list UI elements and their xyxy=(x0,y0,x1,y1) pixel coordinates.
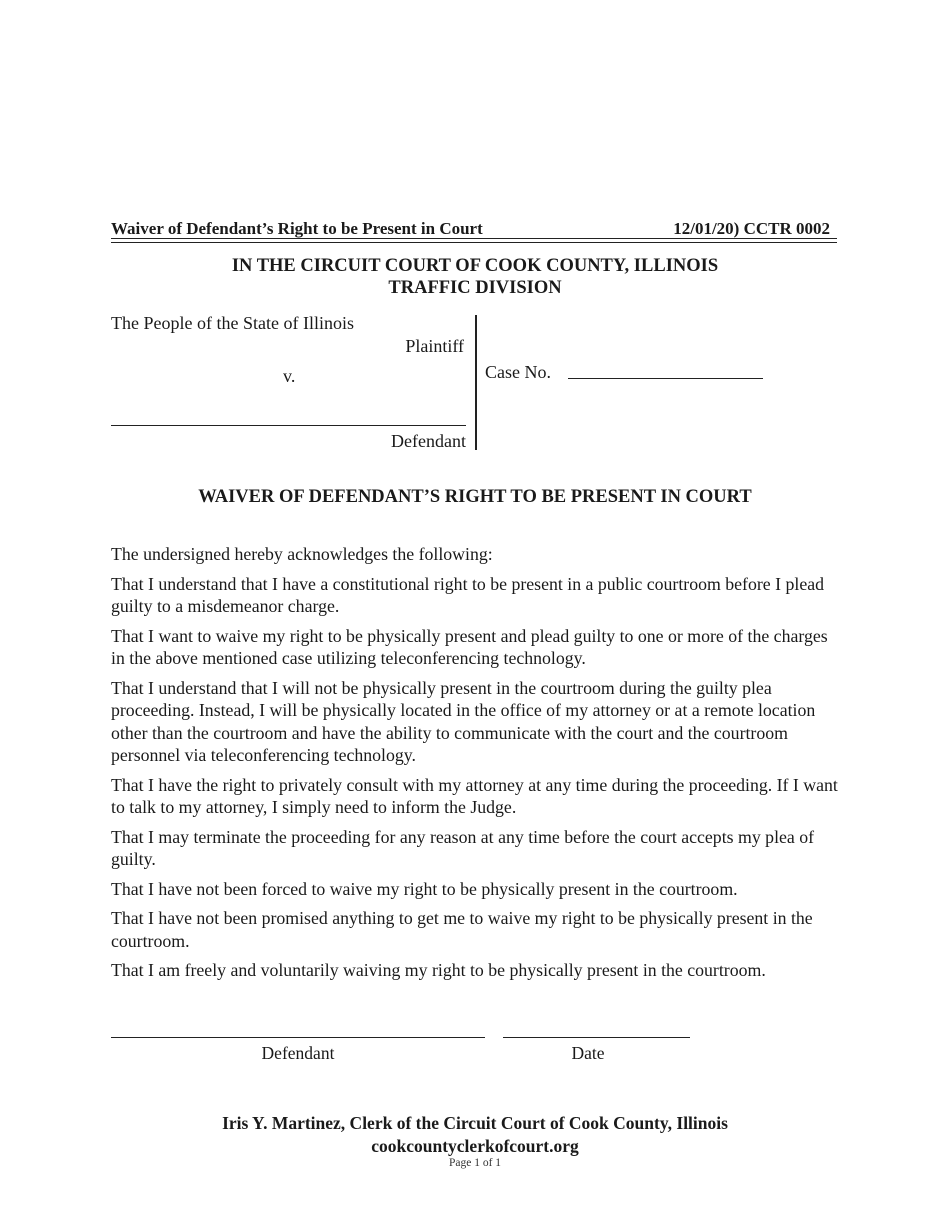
paragraph-terminate: That I may terminate the proceeding for any reason at any time before the court accepts my plea of guilty. xyxy=(111,826,815,869)
date-signature-label: Date xyxy=(571,1043,605,1063)
plaintiff-label: Plaintiff xyxy=(405,336,464,356)
defendant-label: Defendant xyxy=(391,431,466,451)
paragraph-not-forced: That I have not been forced to waive my right to be physically present in the courtroom. xyxy=(111,878,738,899)
date-signature-line[interactable] xyxy=(503,1037,690,1038)
case-number-field[interactable] xyxy=(568,378,763,379)
page-number: Page 1 of 1 xyxy=(448,1157,502,1169)
paragraph-constitutional-right: That I understand that I have a constitutional right to be present in a public courtroom before I plead guilty to a misdemeanor charge. xyxy=(111,573,824,616)
caption-divider xyxy=(475,315,477,450)
paragraph-not-promised: That I have not been promised anything to get me to waive my right to be physically present in the courtroom. xyxy=(111,908,813,951)
court-division: TRAFFIC DIVISION xyxy=(388,278,562,298)
intro-paragraph: The undersigned hereby acknowledges the following: xyxy=(111,544,493,564)
clerk-footer: Iris Y. Martinez, Clerk of the Circuit Court of Cook County, Illinois xyxy=(222,1113,728,1133)
acknowledgement-body xyxy=(111,543,839,989)
case-number-label: Case No. xyxy=(485,362,551,382)
clerk-website: cookcountyclerkofcourt.org xyxy=(371,1136,579,1156)
form-title: Waiver of Defendant’s Right to be Present in Court xyxy=(111,219,483,238)
header-rule xyxy=(111,238,837,239)
form-code: 12/01/20) CCTR 0002 xyxy=(673,219,830,238)
defendant-name-line[interactable] xyxy=(111,425,466,426)
paragraph-waive-presence: That I want to waive my right to be physically present and plead guilty to one or more of the charges in the above mentioned case utilizing teleconferencing technology. xyxy=(111,625,828,668)
court-name: IN THE CIRCUIT COURT OF COOK COUNTY, ILLINOIS xyxy=(231,256,719,276)
header-rule-double xyxy=(111,242,837,243)
document-title: WAIVER OF DEFENDANT’S RIGHT TO BE PRESENT IN COURT xyxy=(198,487,752,507)
versus-label: v. xyxy=(283,366,296,386)
paragraph-voluntary: That I am freely and voluntarily waiving my right to be physically present in the courtroom. xyxy=(111,960,766,980)
paragraph-consult-attorney: That I have the right to privately consult with my attorney at any time during the proceeding. If I want to talk to my attorney, I simply need to inform the Judge. xyxy=(111,774,838,817)
defendant-signature-label: Defendant xyxy=(261,1043,335,1063)
defendant-signature-line[interactable] xyxy=(111,1037,485,1038)
paragraph-remote-location: That I understand that I will not be physically present in the courtroom during the guilty plea proceeding. Instead, I will be physically located in the office of my attorney or at a remote location other than the courtroom and have the ability to communicate with the court and the courtroom personnel via teleconferencing technology. xyxy=(111,677,816,765)
plaintiff-name: The People of the State of Illinois xyxy=(111,313,354,333)
